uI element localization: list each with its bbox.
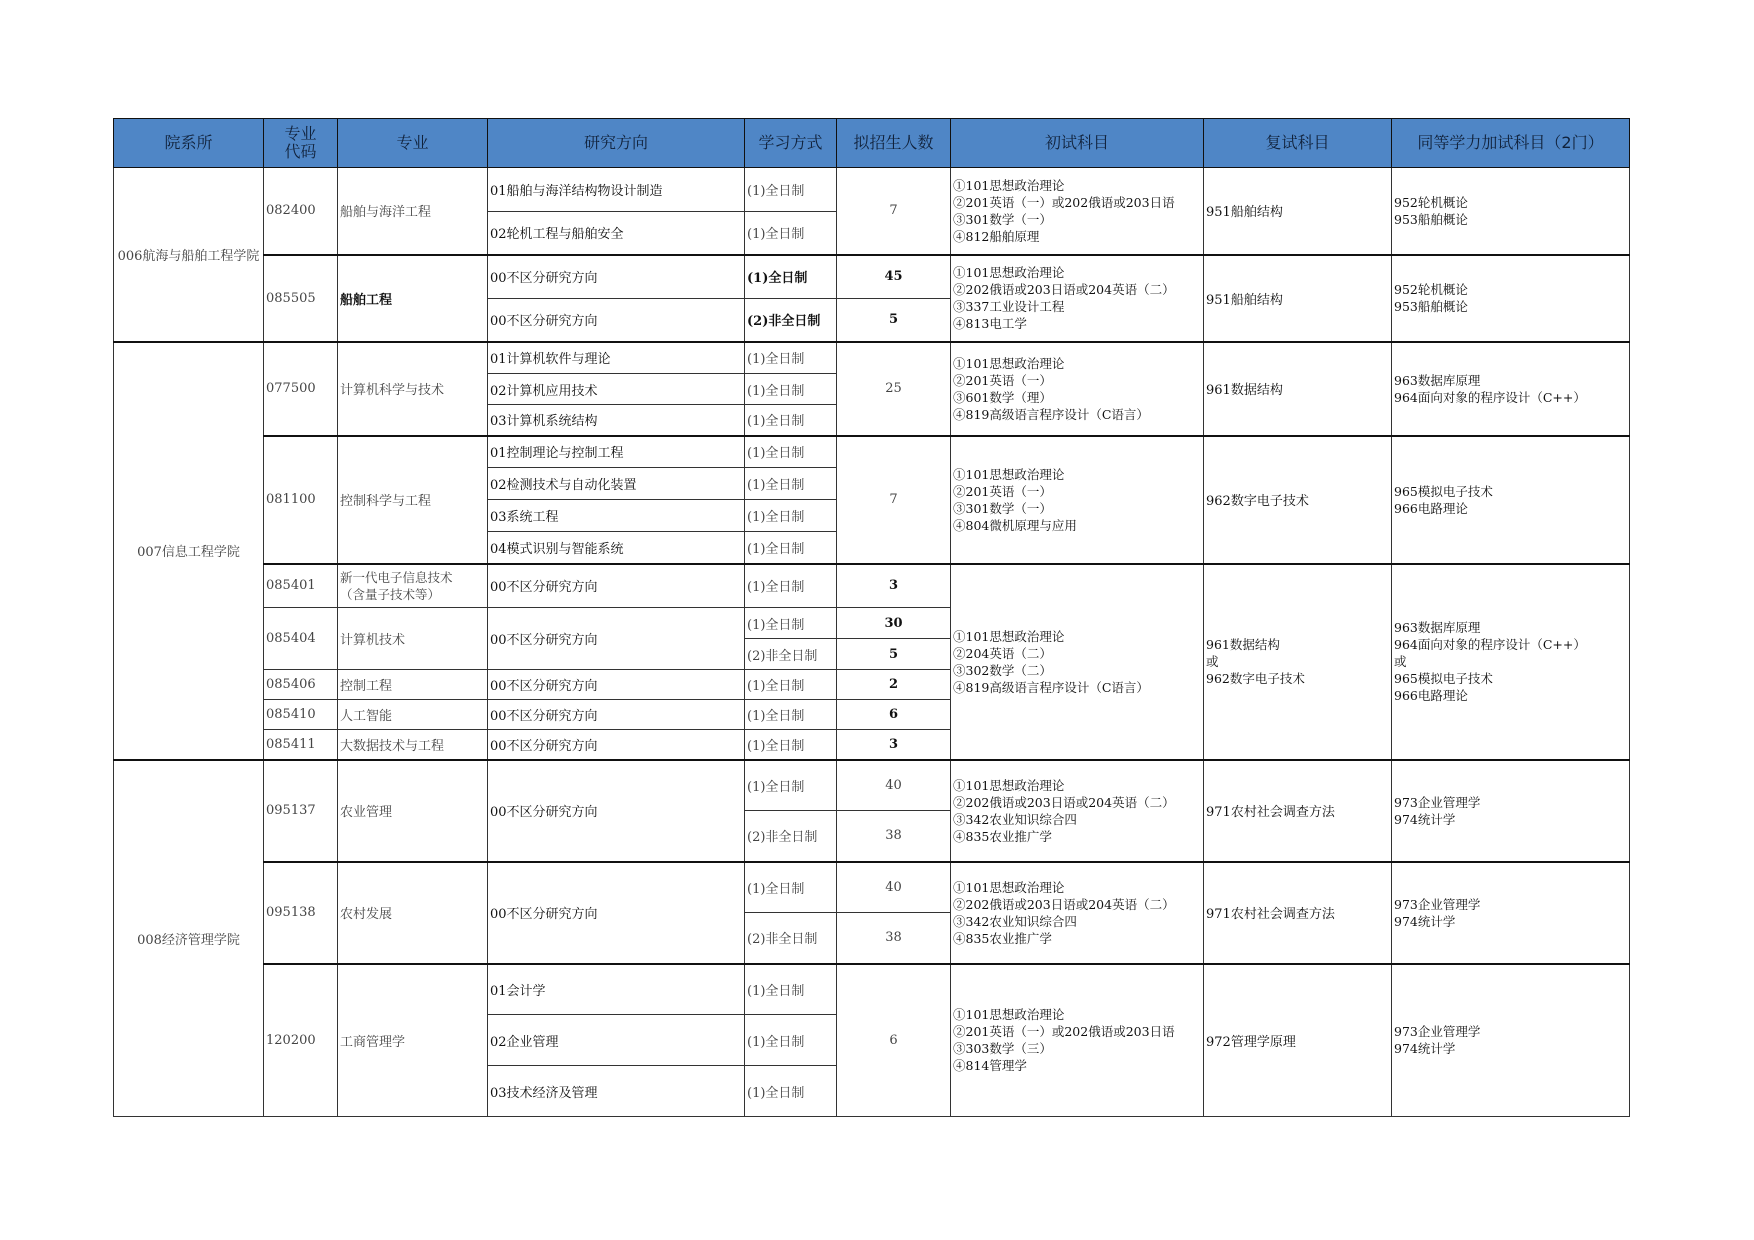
- exam2-cell: 961数据结构: [1204, 342, 1392, 436]
- direction-cell: 01会计学: [488, 964, 745, 1015]
- direction-cell: 04模式识别与智能系统: [488, 532, 745, 564]
- major-cell: 船舶与海洋工程: [338, 168, 488, 255]
- mode-cell: (1)全日制: [745, 862, 837, 913]
- direction-cell: 01船舶与海洋结构物设计制造: [488, 168, 745, 212]
- direction-cell: 00不区分研究方向: [488, 255, 745, 299]
- direction-cell: 03技术经济及管理: [488, 1066, 745, 1117]
- major-cell: 计算机科学与技术: [338, 342, 488, 436]
- quota-cell: 5: [837, 639, 951, 670]
- extra-cell: 952轮机概论 953船舶概论: [1392, 168, 1630, 255]
- header-code: 专业 代码: [264, 119, 338, 168]
- quota-cell: 40: [837, 760, 951, 811]
- exam1-cell: ①101思想政治理论 ②202俄语或203日语或204英语（二） ③337工业设计工程 ④813电工学: [951, 255, 1204, 342]
- mode-cell: (1)全日制: [745, 760, 837, 811]
- direction-cell: 00不区分研究方向: [488, 700, 745, 730]
- code-cell: 085401: [264, 564, 338, 608]
- header-direction: 研究方向: [488, 119, 745, 168]
- header-quota: 拟招生人数: [837, 119, 951, 168]
- table-row: [114, 168, 1630, 212]
- quota-cell: 25: [837, 342, 951, 436]
- table-row: [114, 862, 1630, 913]
- exam2-cell: 972管理学原理: [1204, 964, 1392, 1117]
- quota-cell: 7: [837, 168, 951, 255]
- quota-cell: 6: [837, 700, 951, 730]
- extra-cell: 973企业管理学 974统计学: [1392, 760, 1630, 862]
- mode-cell: (2)非全日制: [745, 299, 837, 342]
- table-row: [114, 760, 1630, 811]
- extra-cell: 963数据库原理 964面向对象的程序设计（C++）: [1392, 342, 1630, 436]
- direction-cell: 00不区分研究方向: [488, 299, 745, 342]
- quota-cell: 40: [837, 862, 951, 913]
- mode-cell: (1)全日制: [745, 564, 837, 608]
- dept-cell-007: 007信息工程学院: [114, 342, 264, 760]
- direction-cell: 01计算机软件与理论: [488, 342, 745, 374]
- code-cell: 081100: [264, 436, 338, 564]
- mode-cell: (1)全日制: [745, 700, 837, 730]
- major-cell: 人工智能: [338, 700, 488, 730]
- mode-cell: (2)非全日制: [745, 913, 837, 964]
- mode-cell: (1)全日制: [745, 1015, 837, 1066]
- exam1-cell: ①101思想政治理论 ②201英语（一）或202俄语或203日语 ③301数学（一） ④812船舶原理: [951, 168, 1204, 255]
- quota-cell: 3: [837, 730, 951, 760]
- dept-cell-008: 008经济管理学院: [114, 760, 264, 1117]
- direction-cell: 02计算机应用技术: [488, 374, 745, 405]
- mode-cell: (1)全日制: [745, 212, 837, 255]
- quota-cell: 5: [837, 299, 951, 342]
- dept-cell-006: 006航海与船舶工程学院: [114, 168, 264, 342]
- exam2-cell: 962数字电子技术: [1204, 436, 1392, 564]
- major-cell: 船舶工程: [338, 255, 488, 342]
- code-cell: 095138: [264, 862, 338, 964]
- code-cell: 085410: [264, 700, 338, 730]
- exam1-cell: ①101思想政治理论 ②202俄语或203日语或204英语（二） ③342农业知识综合四 ④835农业推广学: [951, 862, 1204, 964]
- major-cell: 控制科学与工程: [338, 436, 488, 564]
- mode-cell: (1)全日制: [745, 532, 837, 564]
- mode-cell: (1)全日制: [745, 436, 837, 468]
- major-cell: 农村发展: [338, 862, 488, 964]
- exam2-cell: 951船舶结构: [1204, 168, 1392, 255]
- direction-cell: 00不区分研究方向: [488, 608, 745, 670]
- mode-cell: (2)非全日制: [745, 639, 837, 670]
- header-row: [114, 119, 1630, 168]
- quota-cell: 38: [837, 811, 951, 862]
- direction-cell: 00不区分研究方向: [488, 730, 745, 760]
- quota-cell: 3: [837, 564, 951, 608]
- major-cell: 农业管理: [338, 760, 488, 862]
- exam1-cell: ①101思想政治理论 ②201英语（一） ③301数学（一） ④804微机原理与应用: [951, 436, 1204, 564]
- code-cell: 095137: [264, 760, 338, 862]
- mode-cell: (1)全日制: [745, 1066, 837, 1117]
- quota-cell: 45: [837, 255, 951, 299]
- code-cell: 085505: [264, 255, 338, 342]
- code-cell: 085406: [264, 670, 338, 700]
- code-cell: 120200: [264, 964, 338, 1117]
- extra-cell: 965模拟电子技术 966电路理论: [1392, 436, 1630, 564]
- header-extra: 同等学力加试科目（2门）: [1392, 119, 1630, 168]
- direction-cell: 00不区分研究方向: [488, 760, 745, 862]
- extra-cell: 973企业管理学 974统计学: [1392, 964, 1630, 1117]
- exam1-cell: ①101思想政治理论 ②202俄语或203日语或204英语（二） ③342农业知识综合四 ④835农业推广学: [951, 760, 1204, 862]
- code-cell: 085411: [264, 730, 338, 760]
- mode-cell: (1)全日制: [745, 608, 837, 639]
- code-cell: 085404: [264, 608, 338, 670]
- admissions-table-sheet: [113, 118, 1629, 1123]
- major-cell: 大数据技术与工程: [338, 730, 488, 760]
- code-cell: 077500: [264, 342, 338, 436]
- exam2-cell: 971农村社会调查方法: [1204, 862, 1392, 964]
- header-major: 专业: [338, 119, 488, 168]
- exam2-cell: 951船舶结构: [1204, 255, 1392, 342]
- major-cell: 新一代电子信息技术 （含量子技术等）: [338, 564, 488, 608]
- code-cell: 082400: [264, 168, 338, 255]
- mode-cell: (1)全日制: [745, 168, 837, 212]
- mode-cell: (1)全日制: [745, 670, 837, 700]
- direction-cell: 02检测技术与自动化装置: [488, 468, 745, 500]
- direction-cell: 03系统工程: [488, 500, 745, 532]
- mode-cell: (1)全日制: [745, 342, 837, 374]
- extra-cell: 952轮机概论 953船舶概论: [1392, 255, 1630, 342]
- quota-cell: 6: [837, 964, 951, 1117]
- mode-cell: (1)全日制: [745, 255, 837, 299]
- mode-cell: (2)非全日制: [745, 811, 837, 862]
- major-cell: 控制工程: [338, 670, 488, 700]
- header-exam2: 复试科目: [1204, 119, 1392, 168]
- exam1-cell: ①101思想政治理论 ②204英语（二） ③302数学（二） ④819高级语言程序设计（C语言）: [951, 564, 1204, 760]
- header-dept: 院系所: [114, 119, 264, 168]
- exam2-cell: 961数据结构 或 962数字电子技术: [1204, 564, 1392, 760]
- mode-cell: (1)全日制: [745, 405, 837, 436]
- quota-cell: 7: [837, 436, 951, 564]
- exam2-cell: 971农村社会调查方法: [1204, 760, 1392, 862]
- direction-cell: 02轮机工程与船舶安全: [488, 212, 745, 255]
- direction-cell: 03计算机系统结构: [488, 405, 745, 436]
- quota-cell: 38: [837, 913, 951, 964]
- mode-cell: (1)全日制: [745, 500, 837, 532]
- quota-cell: 2: [837, 670, 951, 700]
- mode-cell: (1)全日制: [745, 374, 837, 405]
- mode-cell: (1)全日制: [745, 730, 837, 760]
- direction-cell: 00不区分研究方向: [488, 862, 745, 964]
- exam1-cell: ①101思想政治理论 ②201英语（一）或202俄语或203日语 ③303数学（三） ④814管理学: [951, 964, 1204, 1117]
- admissions-table: [113, 118, 1630, 1117]
- mode-cell: (1)全日制: [745, 964, 837, 1015]
- table-row: [114, 964, 1630, 1015]
- major-cell: 计算机技术: [338, 608, 488, 670]
- direction-cell: 00不区分研究方向: [488, 564, 745, 608]
- header-mode: 学习方式: [745, 119, 837, 168]
- exam1-cell: ①101思想政治理论 ②201英语（一） ③601数学（理） ④819高级语言程序设计（C语言）: [951, 342, 1204, 436]
- extra-cell: 973企业管理学 974统计学: [1392, 862, 1630, 964]
- table-row: [114, 436, 1630, 468]
- table-row: [114, 342, 1630, 374]
- direction-cell: 00不区分研究方向: [488, 670, 745, 700]
- table-row: [114, 255, 1630, 299]
- direction-cell: 01控制理论与控制工程: [488, 436, 745, 468]
- quota-cell: 30: [837, 608, 951, 639]
- header-exam1: 初试科目: [951, 119, 1204, 168]
- extra-cell: 963数据库原理 964面向对象的程序设计（C++） 或 965模拟电子技术 966电路理论: [1392, 564, 1630, 760]
- direction-cell: 02企业管理: [488, 1015, 745, 1066]
- mode-cell: (1)全日制: [745, 468, 837, 500]
- major-cell: 工商管理学: [338, 964, 488, 1117]
- table-row: [114, 564, 1630, 608]
